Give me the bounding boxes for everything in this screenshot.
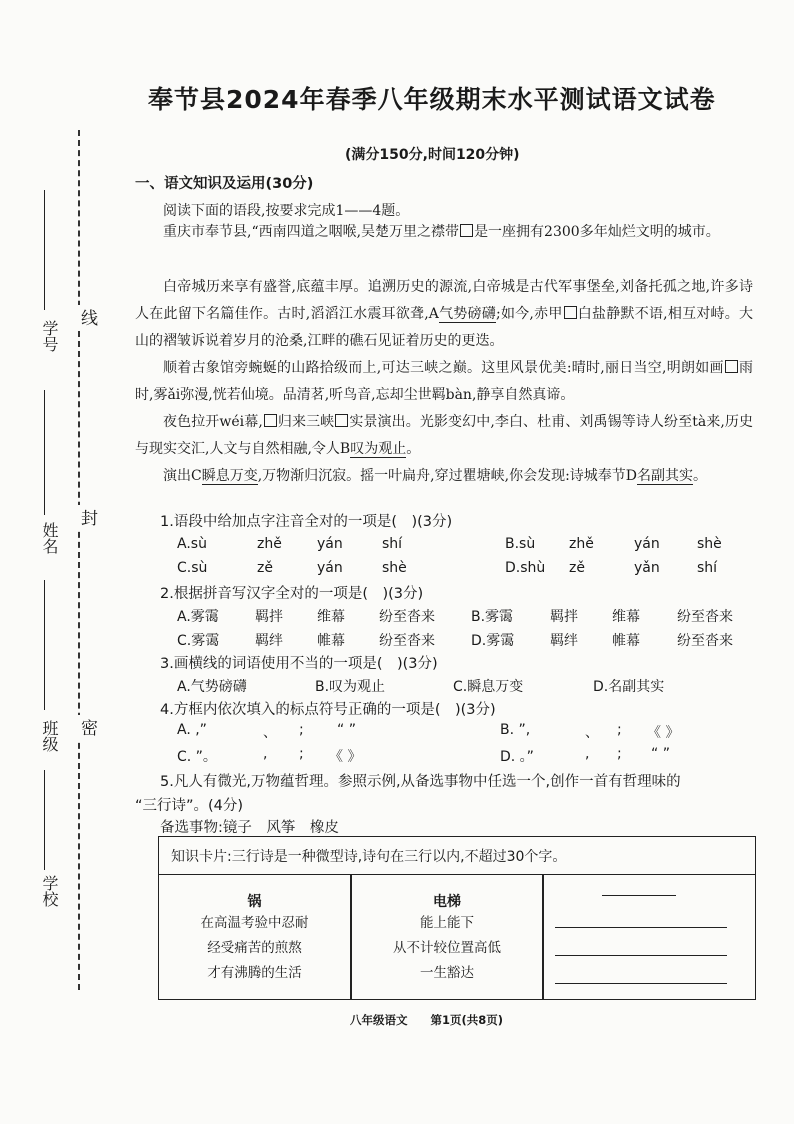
q1-row-ab: A.sù zhě yán shí B.sù zhě yán shè [177, 536, 722, 552]
question-5-stem-line1: 5.凡人有微光,万物蕴哲理。参照示例,从备选事物中任选一个,创作一首有哲理味的 [160, 774, 681, 790]
answer-line-2[interactable] [555, 955, 727, 956]
exam-subtitle: (满分150分,时间120分钟) [345, 147, 520, 163]
knowledge-card: 知识卡片:三行诗是一种微型诗,诗句在三行以内,不超过30个字。 [159, 837, 755, 875]
table-divider [542, 875, 544, 999]
binding-seal-char: 封 [75, 505, 100, 530]
q4-option-a[interactable]: A. ,” [177, 722, 207, 738]
student-id-label: 学号 [40, 320, 59, 352]
answer-title-blank[interactable] [602, 895, 676, 896]
q3-options [177, 676, 757, 696]
q3-option-c[interactable]: C.瞬息万变 [453, 679, 524, 695]
q5-candidates: 备选事物:镜子 风筝 橡皮 [160, 820, 339, 836]
punct-box-icon [264, 414, 277, 427]
q1-row-cd: C.sù zě yán shè D.shù zě yǎn shí [177, 560, 718, 576]
example-poem-elevator: 电梯 能上能下 从不计较位置高低 一生豁达 [393, 894, 501, 981]
punct-box-icon [564, 306, 577, 319]
question-4-stem: 4.方框内依次填入的标点符号正确的一项是( )(3分) [160, 702, 496, 718]
q2-option-b[interactable]: B.雾霭 [471, 609, 514, 625]
passage-p3: 顺着古象馆旁蜿蜒的山路拾级而上,可达三峡之巅。这里风景优美:晴时,丽日当空,明朗如画 雨时,雾ǎi弥漫,恍若仙境。品清茗,听鸟音,忘却尘世羁bàn,静享自然真谛。 [135, 360, 753, 403]
student-id-blank [44, 190, 45, 310]
passage-p2: 白帝城历来享有盛誉,底蕴丰厚。追溯历史的源流,白帝城是古代军事堡垒,刘备托孤之地,许多诗人在此留下名篇佳作。古时,滔滔江水震耳欲聋,A气势磅礴;如今,赤甲 白盐静默不语,相互对峙。大山的褶皱诉说着岁月的沧桑,江畔的礁石见证着历史的更迭。 [135, 279, 754, 349]
passage-p4: 夜色拉开wéi幕, 归来三峡 实景演出。光影变幻中,李白、杜甫、刘禹锡等诗人纷至tà来,历史与现实交汇,人文与自然相融,令人B叹为观止。 [135, 414, 754, 457]
passage-p5: 演出C瞬息万变,万物渐归沉寂。摇一叶扁舟,穿过瞿塘峡,你会发现:诗城奉节D名副其实。 [163, 468, 708, 484]
punct-box-icon [725, 360, 738, 373]
q1-option-a[interactable]: A.sù [177, 536, 207, 552]
example-poem-pot: 锅 在高温考验中忍耐 经受痛苦的煎熬 才有沸腾的生活 [200, 894, 309, 981]
answer-line-1[interactable] [555, 927, 727, 928]
q4-option-c[interactable]: C. ”。 [177, 749, 217, 765]
class-label: 班级 [40, 720, 59, 752]
name-label: 姓名 [40, 522, 59, 554]
school-label: 学校 [40, 875, 59, 907]
q2-option-a[interactable]: A.雾霭 [177, 609, 219, 625]
binding-secret-char: 密 [75, 715, 100, 740]
passage-p1: 重庆市奉节县,“西南四道之咽喉,吴楚万里之襟带 是一座拥有2300多年灿烂文明的城市。 [163, 224, 720, 240]
q2-option-c[interactable]: C.雾霭 [177, 633, 220, 649]
q4-row-ab: A. ,” 、 ; “ ” B. ”, 、 ; 《 》 [177, 722, 680, 741]
page-footer: 八年级语文 第1页(共8页) [350, 1013, 504, 1027]
question-2-stem: 2.根据拼音写汉字全对的一项是( )(3分) [160, 586, 424, 602]
q4-row-cd: C. ”。 , ; 《 》 D. 。” , ; “ ” [177, 746, 670, 765]
q1-option-d[interactable]: D.shù [505, 560, 546, 576]
q1-option-b[interactable]: B.sù [505, 536, 536, 552]
section-heading: 一、语文知识及运用(30分) [135, 176, 314, 192]
q2-row-ab: A.雾霭 羁拌 维幕 纷至沓来 B.雾霭 羁拌 维幕 纷至沓来 [177, 606, 757, 626]
class-blank [44, 580, 45, 710]
q4-option-b[interactable]: B. ”, [500, 722, 531, 738]
punct-box-icon [460, 224, 473, 237]
name-blank [44, 390, 45, 515]
binding-line-char: 线 [75, 305, 100, 330]
poem-table [158, 836, 756, 1000]
question-3-stem: 3.画横线的词语使用不当的一项是( )(3分) [160, 656, 438, 672]
punct-box-icon [335, 414, 348, 427]
q1-option-c[interactable]: C.sù [177, 560, 208, 576]
q3-option-a[interactable]: A.气势磅礴 [177, 679, 247, 695]
question-1-stem: 1.语段中给加点字注音全对的一项是( )(3分) [160, 514, 453, 530]
q2-option-d[interactable]: D.雾霭 [471, 633, 515, 649]
q4-option-d[interactable]: D. 。” [500, 749, 534, 765]
q3-option-b[interactable]: B.叹为观止 [315, 679, 386, 695]
question-5-stem-line2: “三行诗”。(4分) [135, 798, 244, 814]
passage-intro: 阅读下面的语段,按要求完成1——4题。 [163, 203, 410, 219]
q3-option-d[interactable]: D.名副其实 [593, 679, 665, 695]
school-blank [44, 770, 45, 870]
q2-row-cd: C.雾霭 羁绊 帷幕 纷至沓来 D.雾霭 羁绊 帷幕 纷至沓来 [177, 630, 757, 650]
binding-dashed-line [78, 130, 80, 990]
exam-title: 奉节县2024年春季八年级期末水平测试语文试卷 [148, 85, 716, 114]
answer-line-3[interactable] [555, 983, 727, 984]
